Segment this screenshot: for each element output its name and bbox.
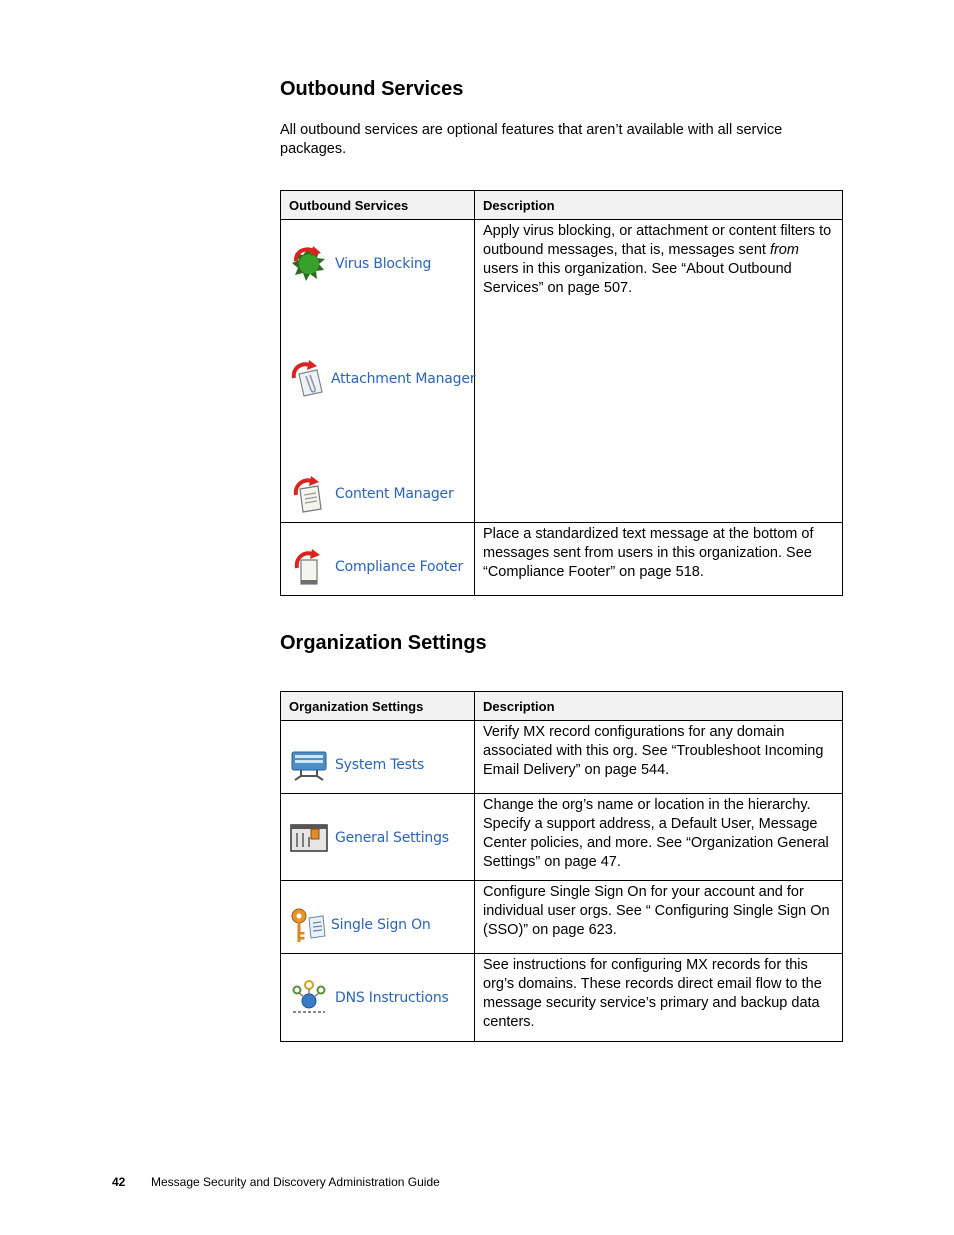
setting-cell: [281, 794, 475, 881]
virus-blocking-link[interactable]: [289, 240, 474, 288]
setting-label: General Settings: [335, 829, 449, 846]
network-icon: [289, 976, 335, 1020]
table-row: [281, 721, 843, 794]
dns-instructions-link[interactable]: [289, 974, 474, 1022]
setting-cell: [281, 721, 475, 794]
table-row: [281, 794, 843, 881]
page-number: 42: [112, 1175, 126, 1189]
service-cell: [281, 220, 475, 523]
outbound-intro: All outbound services are optional features that aren’t available with all service packages.: [280, 122, 783, 157]
table-header-description: Description: [475, 191, 843, 220]
content-manager-label: Content Manager: [335, 485, 454, 502]
document-icon: [289, 472, 335, 516]
outbound-services-heading: Outbound Services: [280, 78, 464, 100]
footer-document-icon: [289, 545, 335, 589]
general-settings-icon: [289, 816, 335, 860]
general-settings-link[interactable]: [289, 814, 474, 862]
table-header-description: Description: [475, 692, 843, 721]
compliance-footer-label: Compliance Footer: [335, 558, 464, 575]
outbound-services-table: [280, 190, 843, 596]
table-header-settings: Organization Settings: [281, 692, 475, 721]
table-header-services: Outbound Services: [281, 191, 475, 220]
virus-icon: [289, 242, 335, 286]
single-sign-on-link[interactable]: [289, 901, 474, 949]
setting-cell: [281, 954, 475, 1042]
setting-label: System Tests: [335, 756, 425, 773]
organization-settings-table: [280, 691, 843, 1042]
system-tests-icon: [289, 743, 335, 787]
document-title: Message Security and Discovery Administration Guide: [151, 1175, 440, 1189]
description-cell: Configure Single Sign On for your account and for individual user orgs. See “ Configuring Single Sign On (SSO)” on page 623.: [475, 881, 843, 954]
description-cell: See instructions for configuring MX records for this org’s domains. These records direct email flow to the message security service’s primary and backup data centers.: [475, 954, 843, 1042]
virus-blocking-label: Virus Blocking: [335, 255, 432, 272]
description-cell: Apply virus blocking, or attachment or content filters to outbound messages, that is, messages sent from users in this organization. See “About Outbound Services” on page 507.: [475, 220, 843, 523]
paperclip-icon: [289, 357, 335, 401]
compliance-footer-link[interactable]: [289, 543, 474, 591]
setting-label: Single Sign On: [331, 916, 431, 933]
attachment-manager-label: Attachment Manager: [331, 370, 476, 387]
organization-settings-heading: Organization Settings: [280, 632, 487, 654]
key-icon: [289, 903, 331, 947]
attachment-manager-link[interactable]: [289, 355, 474, 403]
setting-label: DNS Instructions: [335, 989, 449, 1006]
table-row: [281, 523, 843, 596]
service-cell: [281, 523, 475, 596]
table-row: [281, 954, 843, 1042]
table-row: [281, 881, 843, 954]
description-cell: Verify MX record configurations for any domain associated with this org. See “Troubleshoot Incoming Email Delivery” on page 544.: [475, 721, 843, 794]
system-tests-link[interactable]: [289, 741, 474, 789]
description-cell: Change the org’s name or location in the hierarchy. Specify a support address, a Default User, Message Center policies, and more. See “Organization General Settings” on page 47.: [475, 794, 843, 881]
content-manager-link[interactable]: [289, 470, 474, 518]
table-row: [281, 220, 843, 523]
setting-cell: [281, 881, 475, 954]
description-cell: Place a standardized text message at the bottom of messages sent from users in this organization. See “Compliance Footer” on page 518.: [475, 523, 843, 596]
